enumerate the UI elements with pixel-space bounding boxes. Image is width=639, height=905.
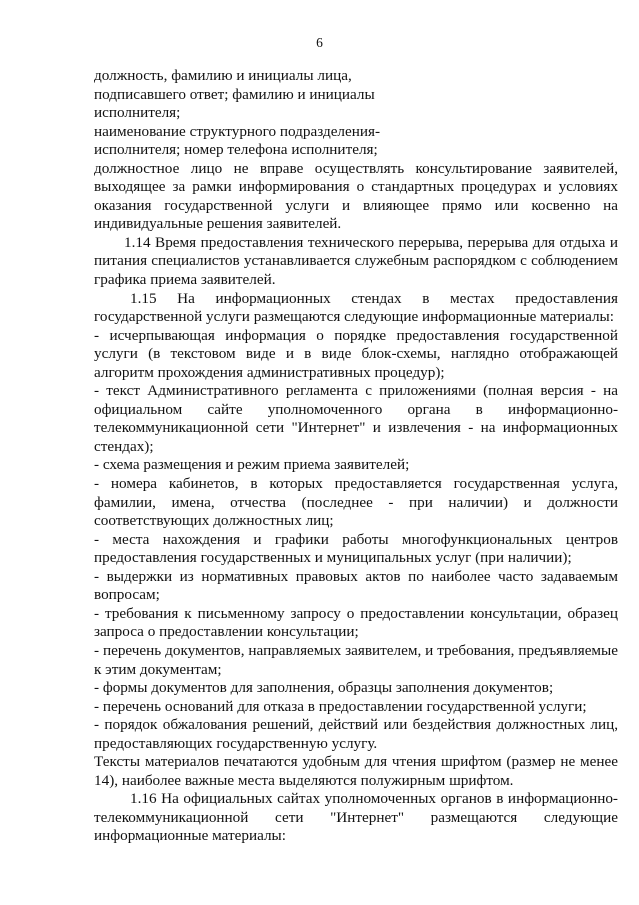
text-line: наименование структурного подразделения- — [94, 122, 381, 140]
list-item: - выдержки из нормативных правовых актов по наиболее часто задаваемым вопросам; — [94, 567, 618, 604]
list-item: - требования к письменному запросу о предоставлении консультации, образец запроса о предоставлении консультации; — [94, 604, 618, 641]
text-line: подписавшего ответ; фамилию и инициалы — [94, 85, 375, 103]
list-item: - перечень оснований для отказа в предоставлении государственной услуги; — [94, 697, 587, 715]
section-1-14: 1.14 Время предоставления технического перерыва, перерыва для отдыха и питания специалистов устанавливается служебным распорядком с соблюдением графика приема заявителей. — [94, 233, 618, 289]
list-item: - исчерпывающая информация о порядке предоставления государственной услуги (в текстовом виде и в виде блок-схемы, наглядно отображающей алгоритм прохождения административных процедур); — [94, 326, 618, 381]
list-item: - формы документов для заполнения, образцы заполнения документов; — [94, 679, 554, 697]
list-item: - порядок обжалования решений, действий или бездействия должностных лиц, предоставляющих государственную услугу. — [94, 716, 618, 752]
paragraph: должностное лицо не вправе осуществлять консультирование заявителей, выходящее за рамки информирования о стандартных процедурах и условиях оказания государственной услуги и влияющее прямо или косвенно на индивидуальные решения заявителей. — [94, 159, 618, 233]
list-item: - номера кабинетов, в которых предоставляется государственная услуга, фамилии, имена, отчества (последнее - при наличии) и должности соответствующих должностных лиц; — [94, 475, 618, 530]
document-body — [94, 67, 618, 846]
section-1-15: 1.15 На информационных стендах в местах предоставления государственной услуги размещаются следующие информационные материалы: — [94, 289, 618, 326]
page-number: 6 — [316, 35, 323, 50]
paragraph: Тексты материалов печатаются удобным для чтения шрифтом (размер не менее 14), наиболее важные места выделяются полужирным шрифтом. — [94, 753, 618, 789]
list-item: - перечень документов, направляемых заявителем, и требования, предъявляемые к этим документам; — [94, 641, 618, 678]
list-item: - текст Административного регламента с приложениями (полная версия - на официальном сайте уполномоченного органа в информационно-телекоммуникационной сети "Интернет" и извлечения - на информационных стендах); — [94, 382, 618, 455]
list-item: - схема размещения и режим приема заявителей; — [94, 456, 410, 474]
text-line: исполнителя; — [94, 104, 181, 122]
text-line: должность, фамилию и инициалы лица, — [94, 67, 352, 84]
section-1-16: 1.16 На официальных сайтах уполномоченных органов в информационно-телекоммуникационной сети "Интернет" размещаются следующие информационные материалы: — [94, 790, 618, 845]
list-item: - места нахождения и графики работы многофункциональных центров предоставления государственных и муниципальных услуг (при наличии); — [94, 530, 618, 567]
text-line: исполнителя; номер телефона исполнителя; — [94, 141, 378, 159]
